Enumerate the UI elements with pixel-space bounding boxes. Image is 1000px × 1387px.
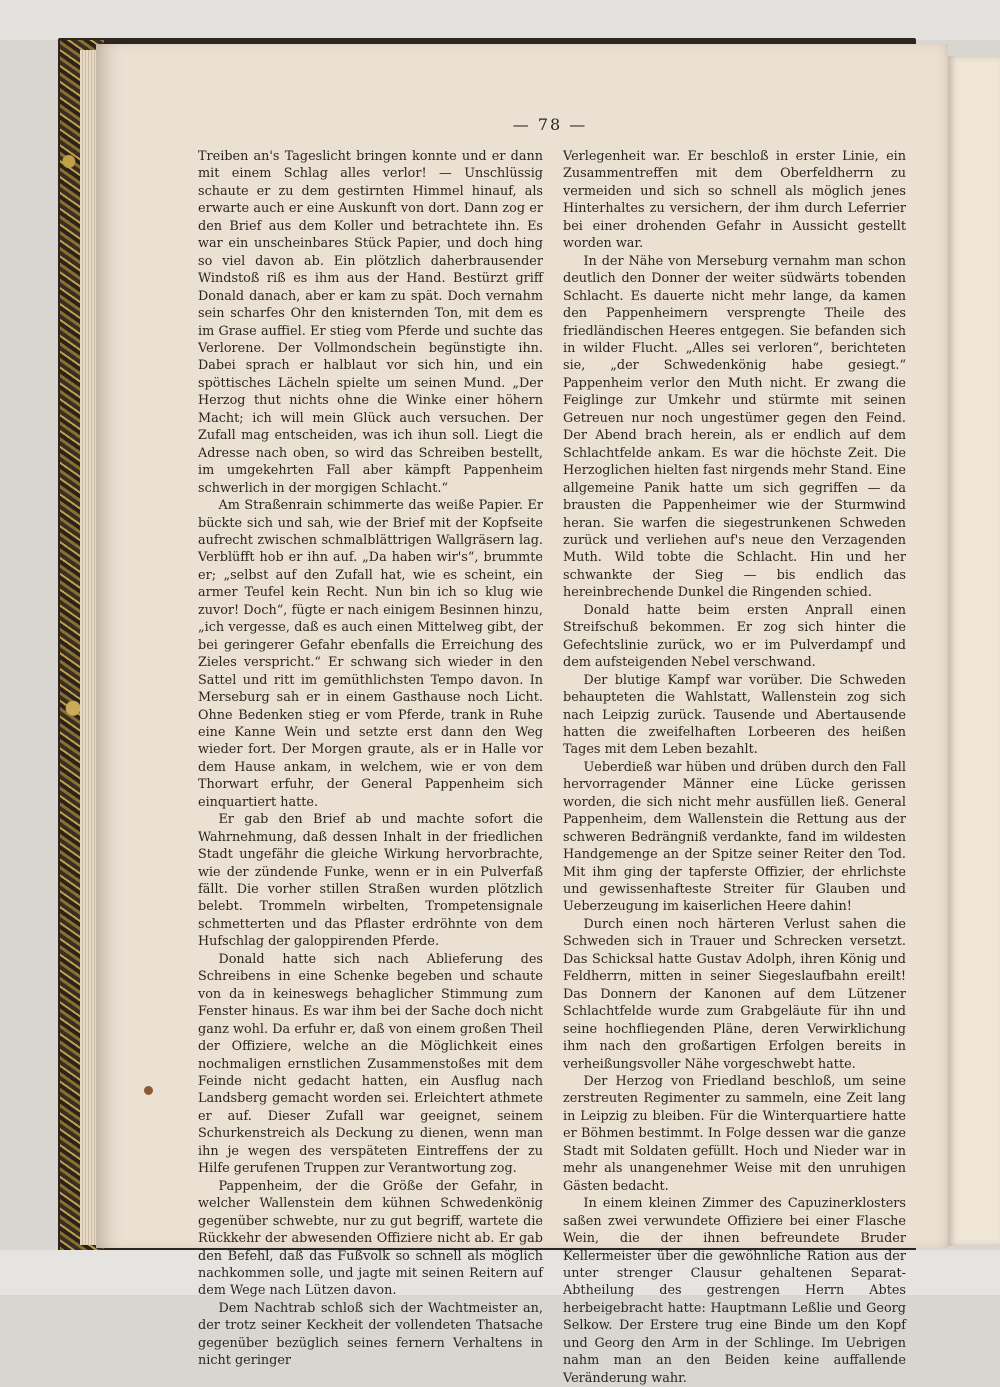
paragraph: Donald hatte beim ersten Anprall einen Streifschuß bekommen. Er zog sich hinter die Gefechtslinie zurück, wo er im Pulverdampf und dem aufsteigenden Nebel verschwand. bbox=[563, 602, 906, 671]
left-column bbox=[198, 148, 543, 1369]
paragraph: Verlegenheit war. Er beschloß in erster Linie, ein Zusammentreffen mit dem Oberfeldherrn zu vermeiden und sich so schnell als möglich jenes Hinterhaltes zu versichern, der ihm durch Leferrier bei einer drohenden Gefahr in Aussicht gestellt worden war. bbox=[563, 149, 906, 252]
facing-page-edge bbox=[948, 56, 1000, 1246]
paragraph: Donald hatte sich nach Ablieferung des Schreibens in eine Schenke begeben und schaute von da in keineswegs behaglicher Stimmung zum Fenster hinaus. Es war ihm bei der Sache doch nicht ganz wohl. Da erfuhr er, daß von einem großen Theil der Offiziere, welche an die Möglichkeit eines nochmaligen ernstlichen Zusammenstoßes mit dem Feinde nicht gedacht hatten, ein Ausflug nach Landsberg gemacht worden sei. Erleichtert athmete er auf. Dieser Zufall war geeignet, seinem Schurkenstreich als Deckung zu dienen, wenn man ihn je wegen des verspäteten Eintreffens der zu Hilfe gerufenen Truppen zur Verantwortung zog. bbox=[198, 951, 543, 1177]
paragraph: In der Nähe von Merseburg vernahm man schon deutlich den Donner der weiter südwärts tobenden Schlacht. Es dauerte nicht mehr lange, da kamen den Pappenheimern versprengte Theile des friedländischen Heeres entgegen. Sie befanden sich in wilder Flucht. „Alles sei verloren“, berichteten sie, „der Schwedenkönig habe gesiegt.“ Pappenheim verlor den Muth nicht. Er zwang die Feiglinge zur Umkehr und stürmte mit seinen Getreuen nur noch ungestümer gegen den Feind. Der Abend brach herein, als er endlich auf dem Schlachtfelde ankam. Es war die höchste Zeit. Die Herzoglichen hielten fast nirgends mehr Stand. Eine allgemeine Panik hatte um sich gegriffen — da brausten die Pappenheimer wie der Sturmwind heran. Sie warfen die siegestrunkenen Schweden zurück und verliehen auf's neue den Verzagenden Muth. Wild tobte die Schlacht. Hin und her schwankte der Sieg — bis endlich das hereinbrechende Dunkel die Ringenden schied. bbox=[563, 253, 906, 601]
paragraph: Dem Nachtrab schloß sich der Wachtmeister an, der trotz seiner Keckheit der vollendeten Thatsache gegenüber bezüglich seines fernern Verhaltens in nicht geringer bbox=[198, 1300, 543, 1369]
paragraph: Ueberdieß war hüben und drüben durch den Fall hervorragender Männer eine Lücke gerissen worden, die sich nicht mehr ausfüllen ließ. General Pappenheim, dem Wallenstein die Rettung aus der schweren Bedrängniß verdankte, fand im wildesten Handgemenge an der Spitze seiner Reiter den Tod. Mit ihm ging der tapferste Offizier, der ehrlichste und gewissenhafteste Streiter für Glauben und Ueberzeugung im kaiserlichen Heere dahin! bbox=[563, 759, 906, 915]
paragraph: Der Herzog von Friedland beschloß, um seine zerstreuten Regimenter zu sammeln, eine Zeit lang in Leipzig zu bleiben. Für die Winterquartiere hatte er Böhmen bestimmt. In Folge dessen war die ganze Stadt mit Soldaten gefüllt. Hoch und Nieder war in mehr als unangenehmer Weise mit den unruhigen Gästen bedacht. bbox=[563, 1074, 906, 1194]
paragraph: Er gab den Brief ab und machte sofort die Wahrnehmung, daß dessen Inhalt in der friedlichen Stadt ungefähr die gleiche Wirkung hervorbrachte, wie der zündende Funke, wenn er in ein Pulverfaß fällt. Die vorher stillen Straßen wurden plötzlich belebt. Trommeln wirbelten, Trompetensignale schmetterten und das Pflaster erdröhnte von dem Hufschlag der galoppirenden Pferde. bbox=[198, 812, 543, 950]
page-number: — 78 — bbox=[512, 115, 588, 134]
paragraph: Treiben an's Tageslicht bringen konnte und er dann mit einem Schlag alles verlor! — Unschlüssig schaute er zu dem gestirnten Himmel hinauf, als erwarte auch er eine Auskunft von dort. Dann zog er den Brief aus dem Koller und betrachtete ihn. Es war ein unscheinbares Stück Papier, und doch hing so viel davon ab. Ein plötzlich daherbrausender Windstoß riß es ihm aus der Hand. Bestürzt griff Donald danach, aber er kam zu spät. Doch vernahm sein scharfes Ohr den knisternden Ton, mit dem es im Grase auffiel. Er stieg vom Pferde und suchte das Verlorene. Der Vollmondschein begünstigte ihn. Dabei sprach er halblaut vor sich hin, und ein spöttisches Lächeln spielte um seinen Mund. „Der Herzog thut nichts ohne die Winke einer höhern Macht; ich will mein Glück auch versuchen. Der Zufall mag entscheiden, was ich ihun soll. Liegt die Adresse nach oben, so wird das Schreiben bestellt, im umgekehrten Fall aber kämpft Pappenheim schwerlich in der morgigen Schlacht.“ bbox=[198, 149, 543, 496]
paragraph: Pappenheim, der die Größe der Gefahr, in welcher Wallenstein dem kühnen Schwedenkönig gegenüber schwebte, nur zu gut begriff, wartete die Rückkehr der abwesenden Offiziere nicht ab. Er gab den Befehl, daß das Fußvolk so schnell als möglich nachkommen solle, und jagte mit seinen Reitern auf dem Wege nach Lützen davon. bbox=[198, 1178, 543, 1299]
paragraph: In einem kleinen Zimmer des Capuzinerklosters saßen zwei verwundete Offiziere bei einer Flasche Wein, die der ihnen befreundete Bruder Kellermeister über die gewöhnliche Ration aus der unter strenger Clausur gehaltenen Separat-Abtheilung des gestrengen Herrn Abtes herbeigebracht hatte: Hauptmann Leßlie und Georg Selkow. Der Erstere trug eine Binde um den Kopf und Georg den Arm in der Schlinge. Im Uebrigen nahm man an den Beiden keine auffallende Veränderung wahr. bbox=[563, 1196, 906, 1386]
paragraph: Durch einen noch härteren Verlust sahen die Schweden sich in Trauer und Schrecken versetzt. Das Schicksal hatte Gustav Adolph, ihren König und Feldherrn, mitten in seiner Siegeslaufbahn ereilt! Das Donnern der Kanonen auf dem Lützener Schlachtfelde wurde zum Grabgeläute für ihn und seine hochfliegenden Pläne, deren Verwirklichung ihm nach den großartigen Erfolgen bereits in verheißungsvoller Nähe vorgeschwebt hatte. bbox=[563, 916, 906, 1072]
paragraph: Der blutige Kampf war vorüber. Die Schweden behaupteten die Wahlstatt, Wallenstein zog sich nach Leipzig zurück. Tausende und Abertausende hatten die zweifelhaften Lorbeeren des heißen Tages mit dem Leben bezahlt. bbox=[563, 672, 906, 758]
ink-blot bbox=[144, 1086, 153, 1095]
background-top bbox=[0, 0, 1000, 40]
right-column bbox=[563, 148, 906, 1386]
paragraph: Am Straßenrain schimmerte das weiße Papier. Er bückte sich und sah, wie der Brief mit der Kopfseite aufrecht zwischen schmalblättrigen Wallgräsern lag. Verblüfft hob er ihn auf. „Da haben wir's“, brummte er; „selbst auf den Zufall hat, wie es scheint, ein armer Teufel kein Recht. Nun bin ich so klug wie zuvor! Doch“, fügte er nach einigem Besinnen hinzu, „ich vergesse, daß es auch einen Mittelweg gibt, der bei geringerer Gefahr ebenfalls die Erreichung des Zieles verspricht.“ Er schwang sich wieder in den Sattel und ritt im gemüthlichsten Tempo davon. In Merseburg sah er in einem Gasthause noch Licht. Ohne Bedenken stieg er vom Pferde, trank in Ruhe eine Kanne Wein und setzte erst dann den Weg wieder fort. Der Morgen graute, als er in Halle vor dem Hause ankam, in welchem, wie er von dem Thorwart erfuhr, der General Pappenheim sich einquartiert hatte. bbox=[198, 498, 543, 810]
